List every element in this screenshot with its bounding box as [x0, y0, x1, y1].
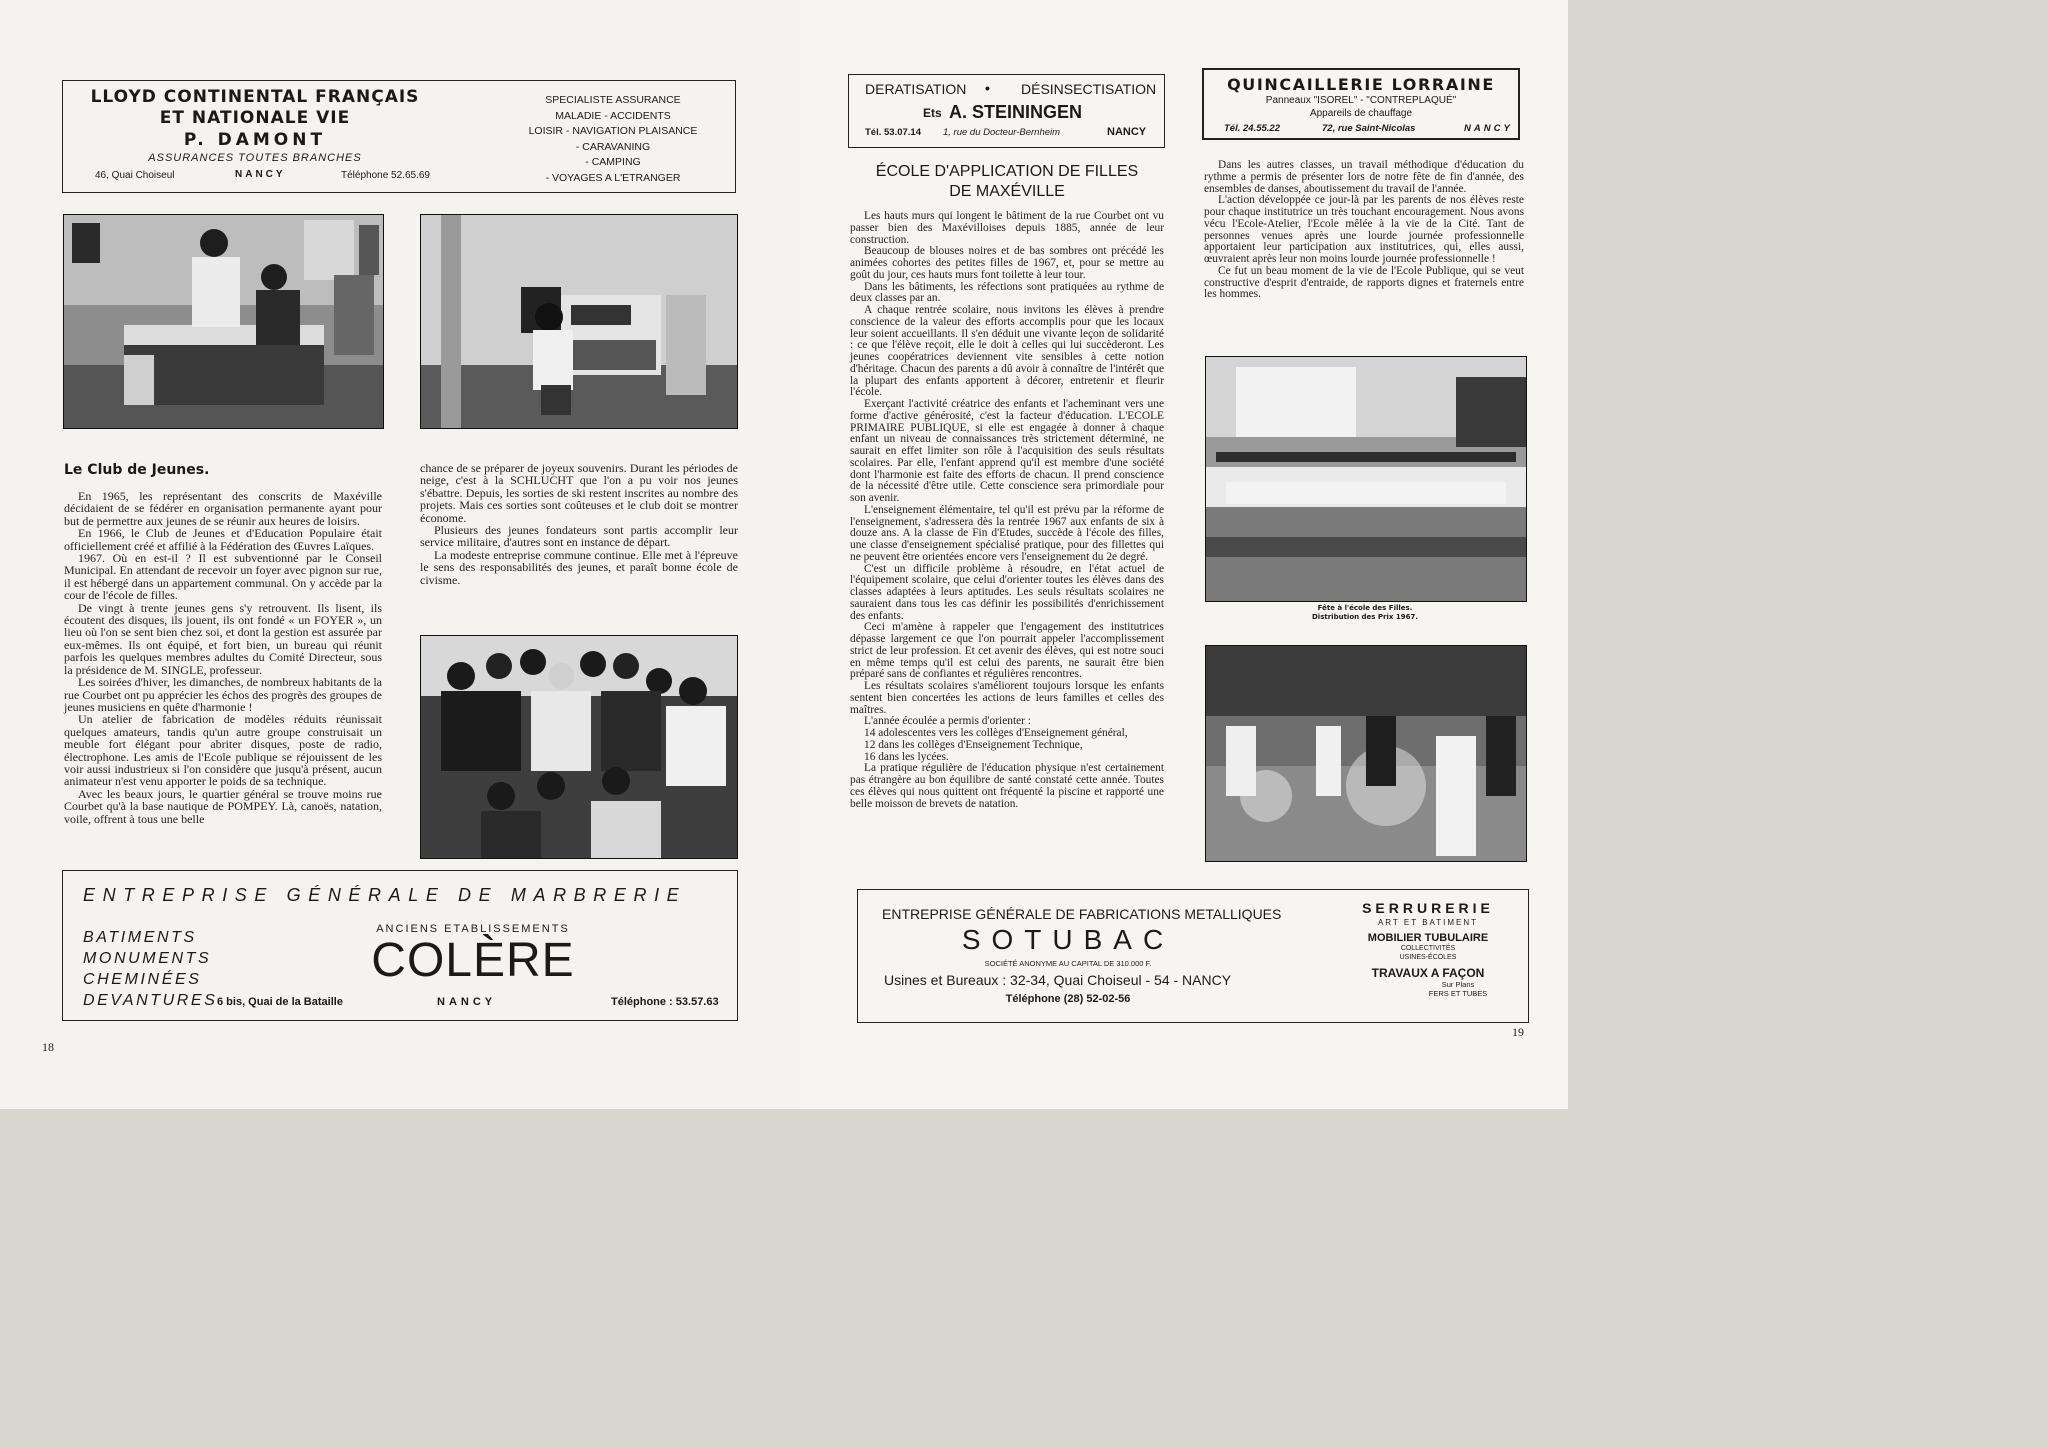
sotubac-serrurerie: SERRURERIE: [1362, 900, 1494, 916]
paragraph: En 1965, les représentant des conscrits de Maxéville décidaient de se fédérer en organisation permanente ayant pour but de permettre aux jeunes de se réunir aux heures de loisirs.: [64, 489, 382, 528]
steiningen-city: NANCY: [1107, 126, 1147, 138]
photo-fete-ecole: [1205, 356, 1527, 602]
quincaillerie-line2: Panneaux "ISOREL" - "CONTREPLAQUÉ": [1265, 95, 1457, 106]
paragraph: 14 adolescentes vers les collèges d'Enseignement général,: [864, 727, 1128, 739]
lloyd-service: MALADIE - ACCIDENTS: [555, 109, 671, 122]
paragraph: La pratique régulière de l'éducation physique n'est certainement pas étrangère au bon équilibre de santé constaté cette année. Toutes ces élèves qui nous quittent ont fréquenté la piscine et rapporté une belle moisson de brevets de natation.: [850, 762, 1164, 810]
lloyd-city: NANCY: [235, 169, 286, 180]
photo-record-player: [420, 214, 738, 429]
lloyd-line1: LLOYD CONTINENTAL FRANÇAIS: [90, 87, 420, 107]
paragraph: 1967. Où en est-il ? Il est subventionné par le Conseil Municipal. En attendant de recevoir un foyer avec pignon sur rue, il est hébergé dans un appartement communal. On y accède par la cour de l'école de filles.: [64, 551, 382, 603]
paragraph: La modeste entreprise commune continue. Elle met à l'épreuve le sens des responsabilités des jeunes, et paraît bonne école de civisme.: [420, 547, 738, 587]
paragraph: Beaucoup de blouses noires et de bas sombres ont précédé les animées cohortes des petites filles de 1967, et, pour se mettre au goût du jour, ces hauts murs font toilette à leur tour.: [850, 245, 1164, 281]
lloyd-phone: Téléphone 52.65.69: [341, 170, 430, 181]
steiningen-ad: [848, 74, 1165, 148]
steiningen-ets: Ets: [923, 106, 942, 120]
marbrerie-ad: [62, 870, 738, 1021]
paragraph: 16 dans les lycées.: [864, 750, 949, 763]
quincaillerie-address: 72, rue Saint-Nicolas: [1322, 123, 1416, 134]
paragraph: Ce fut un beau moment de la vie de l'Ecole Publique, qui se veut constructive d'esprit d'entraide, de rapports dignes et fraternels entre les hommes.: [1204, 264, 1524, 301]
sotubac-travaux: TRAVAUX A FAÇON: [1371, 966, 1485, 980]
paragraph: 12 dans les collèges d'Enseignement Technique,: [864, 738, 1083, 751]
paragraph: Avec les beaux jours, le quartier général se trouve moins rue Courbet qu'à la base nautique de POMPEY. Là, canoës, natation, voile, offrent à tous une belle: [64, 786, 382, 826]
lloyd-line2: ET NATIONALE VIE: [159, 108, 351, 128]
sotubac-usines: USINES-ÉCOLES: [1399, 954, 1457, 961]
lloyd-address: 46, Quai Choiseul: [95, 170, 175, 181]
paragraph: chance de se préparer de joyeux souvenirs. Durant les périodes de neige, c'est à la SCHLUCHT que l'on a pu voir nos jeunes s'ébattre. Depuis, les sorties de ski restent inscrites au nombre des projets. Mais ces sorties sont coûteuses et le club doit se montrer économe.: [420, 461, 738, 525]
sotubac-brand: SOTUBAC: [961, 924, 1175, 955]
paragraph: Un atelier de fabrication de modèles réduits réunissait quelques amateurs, tandis qu'un autre groupe construisait un meuble fort élégant pour abriter disques, poste de radio, électrophone. Les amis de l'Ecole publique se réjouissent de les voir aussi industrieux si l'on considère que jusqu'à présent, aucun animateur n'est venu apporter le poids de sa technique.: [64, 712, 382, 789]
marbrerie-item: BATIMENTS: [83, 929, 197, 946]
paragraph: C'est un difficile problème à résoudre, en l'état actuel de l'équipement scolaire, que celui d'orienter toutes les élèves dans des classes adaptées à leurs aptitudes. Les seuls résultats scolaires ne sauraient dans tous les cas définir les possibilités d'enrichissement des enfants.: [850, 562, 1164, 622]
quincaillerie-tel: Tél. 24.55.22: [1224, 123, 1280, 134]
sotubac-headline: ENTREPRISE GÉNÉRALE DE FABRICATIONS METALLIQUES: [882, 906, 1282, 922]
lloyd-service: SPECIALISTE ASSURANCE: [545, 94, 681, 106]
marbrerie-item: MONUMENTS: [83, 950, 212, 967]
page-number-left: 18: [42, 1040, 54, 1054]
paragraph: Les résultats scolaires s'améliorent toujours lorsque les enfants sentent bien concertées les actions de leurs familles et celles des maîtres.: [850, 680, 1164, 716]
club-article-col2: [420, 462, 738, 586]
ecole-article-col1: [850, 211, 1164, 810]
paragraph: Les soirées d'hiver, les dimanches, de nombreux habitants de la rue Courbet ont pu apprécier les échos des progrès des groupes de jeunes musiciens en quête d'harmonie !: [64, 675, 382, 714]
steiningen-name: A. STEININGEN: [949, 102, 1083, 122]
paragraph: Dans les bâtiments, les réfections sont pratiquées au rythme de deux classes par an.: [850, 280, 1164, 305]
lloyd-service: - CARAVANING: [575, 140, 651, 153]
lloyd-services: [503, 93, 723, 186]
paragraph: A chaque rentrée scolaire, nous invitons les élèves à prendre conscience de la valeur des efforts accomplis pour que les locaux leur soient accueillants. Il s'en déduit une vivante leçon de solidarité : ce que l'élève reçoit, elle le doit à celles qui lui succèderont. Les jeunes coopératrices deviennent vite sensibles à cette notion d'héritage. Chacun des parents a dû avoir à connaître de l'intérêt que la plupart des enfants apportent à décorer, entretenir et fleurir l'école.: [850, 304, 1164, 399]
marbrerie-items: [83, 927, 217, 1011]
lloyd-service: - CAMPING: [585, 156, 641, 168]
left-page: [0, 0, 801, 1109]
marbrerie-city: NANCY: [437, 996, 497, 1008]
photo-danses: [1205, 645, 1527, 862]
sotubac-address: Usines et Bureaux : 32-34, Quai Choiseul - 54 - NANCY: [884, 972, 1232, 988]
paragraph: Ceci m'amène à rappeler que l'engagement des institutrices dépasse largement ce que l'on pourrait appeler l'accomplissement strict de leur profession. Et cet avenir des élèves, qui est notre souci en même temps qu'il est celui des parents, ne saurait être bien préparé sans de confiantes et régulières rencontres.: [850, 621, 1164, 681]
sotubac-fers: FERS ET TUBES: [1428, 989, 1488, 998]
lloyd-service: - VOYAGES A L'ETRANGER: [545, 171, 681, 184]
quincaillerie-line3: Appareils de chauffage: [1309, 108, 1413, 119]
marbrerie-brand: COLÈRE: [371, 934, 575, 987]
lloyd-ad: [62, 80, 736, 193]
sotubac-phone: Téléphone (28) 52-02-56: [1005, 993, 1131, 1005]
steiningen-top-right: DÉSINSECTISATION: [1021, 81, 1157, 97]
paragraph: En 1966, le Club de Jeunes et d'Education Populaire était officiellement créé et affilié à la Fédération des Œuvres Laïques.: [64, 526, 382, 553]
steiningen-tel: Tél. 53.07.14: [865, 127, 921, 138]
club-article-col1: [64, 490, 382, 825]
marbrerie-phone: Téléphone : 53.57.63: [611, 996, 719, 1008]
steiningen-bullet: •: [985, 80, 990, 96]
steiningen-address: 1, rue du Docteur-Bernheim: [943, 127, 1061, 138]
marbrerie-headline: ENTREPRISE GÉNÉRALE DE MARBRERIE: [83, 885, 687, 905]
marbrerie-address: 6 bis, Quai de la Bataille: [217, 996, 343, 1008]
steiningen-top-left: DERATISATION: [865, 81, 967, 97]
quincaillerie-title: QUINCAILLERIE LORRAINE: [1227, 75, 1495, 94]
paragraph: Exerçant l'activité créatrice des enfants et l'acheminant vers une forme d'active générosité, c'est la facteur d'éducation. L'ECOLE PRIMAIRE PUBLIQUE, si elle est engagée à donner à chaque enfant un niveau de connaissances très strictement déterminé, ne saurait en effet limiter son rôle à l'acquisition des seuls résultats scolaires. Par elle, l'enfant apprend qu'il est membre d'une société dont l'harmonie est faite des efforts de chacun. Il prend conscience de la nécessité d'être utile. Cette conscience sera primordiale pour son avenir.: [850, 398, 1164, 504]
paragraph: L'année écoulée a permis d'orienter :: [864, 715, 1031, 728]
lloyd-line3: P. DAMONT: [183, 130, 327, 150]
fete-caption-1: Fête à l'école des Filles.: [1317, 604, 1413, 612]
photo-club-office: [63, 214, 384, 429]
paragraph: De vingt à trente jeunes gens s'y retrouvent. Ils lisent, ils écoutent des disques, ils jouent, ils ont fondé « un FOYER », un lieu où l'on se sent bien chez soi, et dont la gestion est assurée par eux-mêmes. Ils ont équipé, et fort bien, un bureau qui réunit parfois les quelques membres adultes du Comité Directeur, sous la présidence de M. SINGLE, professeur.: [64, 600, 382, 677]
lloyd-service: LOISIR - NAVIGATION PLAISANCE: [528, 125, 698, 137]
sotubac-ad: [857, 889, 1529, 1023]
marbrerie-item: DEVANTURES: [83, 992, 218, 1009]
fete-caption-2: Distribution des Prix 1967.: [1312, 613, 1418, 621]
lloyd-line4: ASSURANCES TOUTES BRANCHES: [148, 152, 362, 164]
sotubac-mobilier: MOBILIER TUBULAIRE: [1367, 932, 1489, 944]
paragraph: L'action développée ce jour-là par les parents de nos élèves reste pour chaque institutrice un très touchant encouragement. Nous avons vécu l'Ecole-Atelier, l'Ecole mêlée à la vie de la Cité. Tant de personnes venues après une lourde journée professionnelle apportaient leur participation aux institutrices, qui, elles aussi, œuvraient après leur non moins lourde journée professionnelle !: [1204, 194, 1524, 265]
club-article-title: Le Club de Jeunes.: [64, 462, 210, 478]
sotubac-capital: SOCIÉTÉ ANONYME AU CAPITAL DE 310.000 F.: [984, 959, 1152, 968]
sotubac-sur-plans: Sur Plans: [1441, 980, 1475, 989]
marbrerie-anciens: ANCIENS ETABLISSEMENTS: [376, 923, 570, 935]
paragraph: Dans les autres classes, un travail méthodique d'éducation du rythme a permis de présenter lors de notre fête de fin d'année, des ensembles de danses, aboutissement du travail de l'année.: [1204, 159, 1524, 195]
paragraph: Plusieurs des jeunes fondateurs sont partis accomplir leur service militaire, d'autres sont en instance de départ.: [420, 523, 738, 550]
paragraph: L'enseignement élémentaire, tel qu'il est prévu par la réforme de l'enseignement, s'adressera dès la rentrée 1967 aux enfants de six à douze ans. A la classe de Fin d'Etudes, succède à l'école des filles, une classe d'enseignement spécialisé pratique, pour des fillettes qui ne peuvent être orientées encore vers l'enseignement du 2e degré.: [850, 503, 1164, 563]
ecole-article-col2: [1204, 160, 1524, 301]
sotubac-art: ART ET BATIMENT: [1377, 918, 1479, 927]
quincaillerie-city: NANCY: [1464, 123, 1513, 134]
quincaillerie-ad: [1202, 68, 1520, 140]
marbrerie-item: CHEMINÉES: [83, 971, 202, 988]
ecole-article-title-1: ÉCOLE D'APPLICATION DE FILLES: [875, 163, 1139, 180]
page-number-right: 19: [1512, 1025, 1524, 1039]
photo-youth-group: [420, 635, 738, 859]
paragraph: Les hauts murs qui longent le bâtiment de la rue Courbet ont vu passer bien des Maxévilloises depuis 1885, année de leur construction.: [850, 210, 1164, 246]
ecole-article-title-2: DE MAXÉVILLE: [949, 183, 1065, 200]
right-page: [800, 0, 1568, 1109]
sotubac-collectivites: COLLECTIVITÉS: [1400, 945, 1456, 952]
